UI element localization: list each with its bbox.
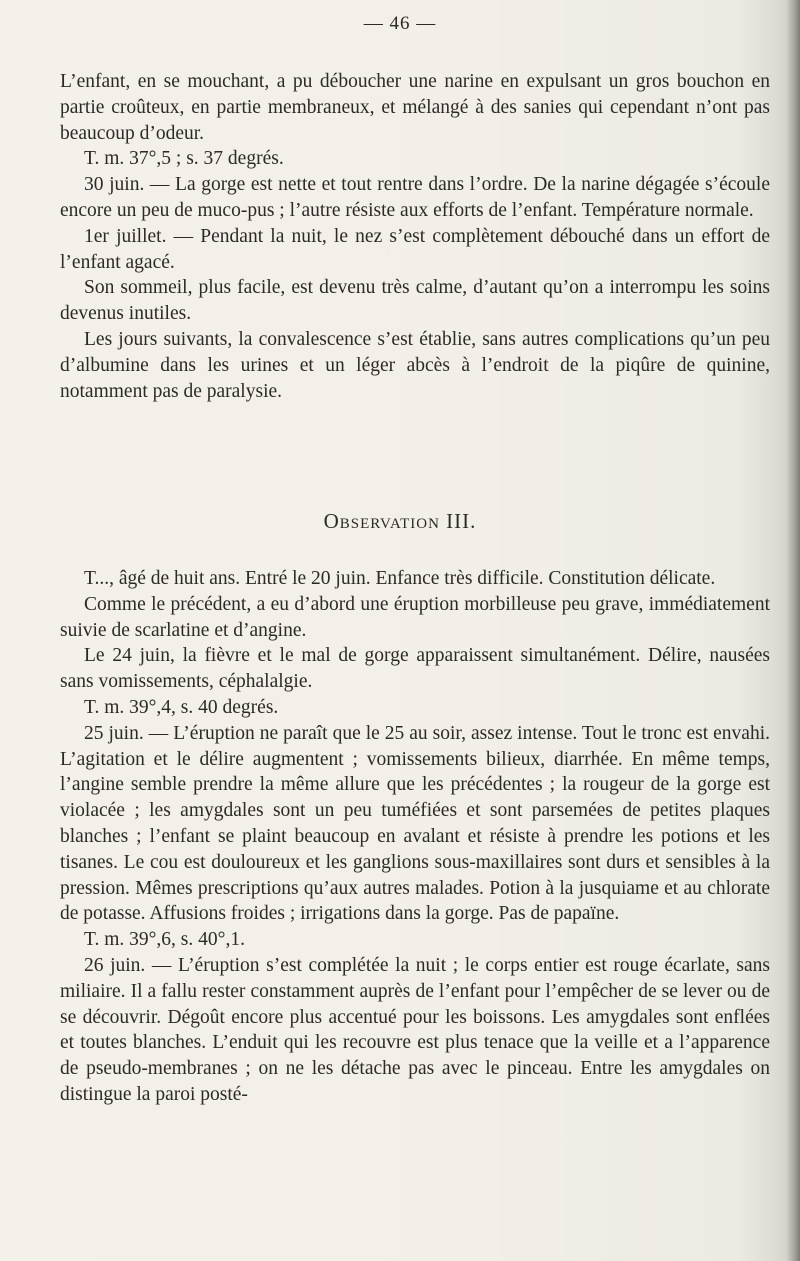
- paragraph: Le 24 juin, la fièvre et le mal de gorge apparaissent simultanément. Délire, nausées sans vomissements, céphalalgie.: [60, 645, 770, 693]
- paragraph: L’enfant, en se mouchant, a pu déboucher une narine en expulsant un gros bouchon en partie croûteux, en partie membraneux, et mélangé à des sanies qui cependant n’ont pas beaucoup d’odeur.: [60, 71, 770, 144]
- paragraph: T. m. 39°,4, s. 40 degrés.: [84, 696, 279, 718]
- section-heading: Observation III.: [323, 509, 477, 533]
- paragraph: 25 juin. — L’éruption ne paraît que le 25 au soir, assez intense. Tout le tronc est envahi. L’agitation et le délire augmentent ; vomissements bilieux, diarrhée. En même temps, l’angine semble prendre la même allure que les précédentes ; la rougeur de la gorge est violacée ; les amygdales sont un peu tuméfiées et sont parsemées de petites plaques blanches ; l’enfant se plaint beaucoup en avalant et résiste à prendre les potions et les tisanes. Le cou est douloureux et les ganglions sous-maxillaires sont durs et sensibles à la pression. Mêmes prescriptions qu’aux autres malades. Potion à la jusquiame et au chlorate de potasse. Affusions froides ; irrigations dans la gorge. Pas de papaïne.: [60, 722, 770, 925]
- paragraph: 30 juin. — La gorge est nette et tout rentre dans l’ordre. De la narine dégagée s’écoule encore un peu de muco-pus ; l’autre résiste aux efforts de l’enfant. Température normale.: [60, 174, 770, 221]
- paragraph: T. m. 37°,5 ; s. 37 degrés.: [84, 148, 284, 170]
- text-block-2: [60, 566, 770, 1108]
- paragraph: T. m. 39°,6, s. 40°,1.: [84, 929, 245, 951]
- text-block-1: [60, 69, 770, 404]
- paragraph: T..., âgé de huit ans. Entré le 20 juin. Enfance très difficile. Constitution délicate.: [84, 568, 716, 589]
- paragraph: 1er juillet. — Pendant la nuit, le nez s’est complètement débouché dans un effort de l’enfant agacé.: [60, 225, 770, 273]
- page-edge-shadow: [786, 0, 800, 1261]
- paragraph: 26 juin. — L’éruption s’est complétée la nuit ; le corps entier est rouge écarlate, sans miliaire. Il a fallu rester constamment auprès de l’enfant pour l’empêcher de se lever ou de se découvrir. Dégoût encore plus accentué pour les boissons. Les amygdales sont enflées et toutes blanches. L’enduit qui les recouvre est plus tenace que la veille et a l’apparence de pseudo-membranes ; on ne les détache pas avec le pinceau. Entre les amygdales on distingue la paroi posté-: [60, 954, 770, 1105]
- paragraph: Les jours suivants, la convalescence s’est établie, sans autres complications qu’un peu d’albumine dans les urines et un léger abcès à l’endroit de la piqûre de quinine, notamment pas de paralysie.: [60, 328, 770, 402]
- paragraph: Son sommeil, plus facile, est devenu très calme, d’autant qu’on a interrompu les soins devenus inutiles.: [60, 277, 770, 325]
- paragraph: Comme le précédent, a eu d’abord une éruption morbilleuse peu grave, immédiatement suivie de scarlatine et d’angine.: [60, 593, 770, 641]
- page-number: — 46 —: [363, 13, 437, 34]
